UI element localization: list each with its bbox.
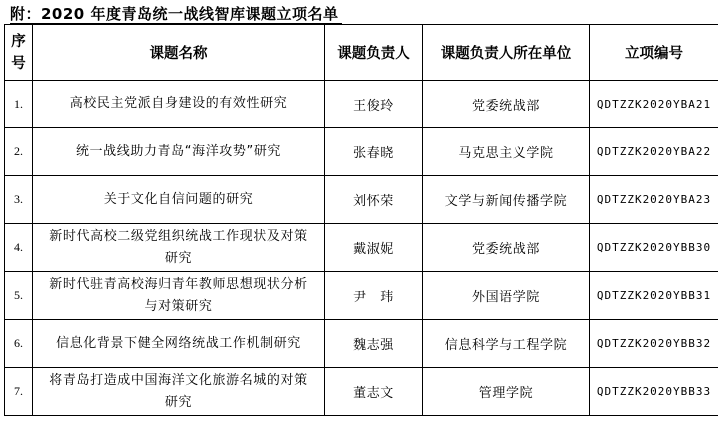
- row-unit: 信息科学与工程学院: [423, 320, 590, 368]
- table-row: [5, 368, 718, 416]
- header-row: [5, 25, 718, 81]
- header-name: 课题名称: [33, 25, 325, 81]
- row-name: 高校民主党派自身建设的有效性研究: [33, 81, 325, 128]
- row-leader: 戴淑妮: [325, 224, 423, 272]
- row-seq: 3.: [5, 176, 33, 224]
- row-seq: 2.: [5, 128, 33, 176]
- header-seq: 序号: [5, 25, 33, 81]
- row-code: QDTZZK2020YBA23: [590, 176, 718, 224]
- row-unit: 马克思主义学院: [423, 128, 590, 176]
- document-title: 附：2020 年度青岛统一战线智库课题立项名单: [10, 5, 339, 23]
- table-row: [5, 224, 718, 272]
- header-leader: 课题负责人: [325, 25, 423, 81]
- row-seq: 6.: [5, 320, 33, 368]
- row-name: 将青岛打造成中国海洋文化旅游名城的对策研究: [33, 368, 325, 416]
- row-unit: 外国语学院: [423, 272, 590, 320]
- project-table: [4, 24, 718, 416]
- row-code: QDTZZK2020YBA22: [590, 128, 718, 176]
- table-row: [5, 176, 718, 224]
- row-name: 信息化背景下健全网络统战工作机制研究: [33, 320, 325, 368]
- row-unit: 党委统战部: [423, 224, 590, 272]
- header-unit: 课题负责人所在单位: [423, 25, 590, 81]
- row-code: QDTZZK2020YBB31: [590, 272, 718, 320]
- row-name: 统一战线助力青岛“海洋攻势”研究: [33, 128, 325, 176]
- row-name: 新时代高校二级党组织统战工作现状及对策研究: [33, 224, 325, 272]
- row-code: QDTZZK2020YBB33: [590, 368, 718, 416]
- row-leader: 王俊玲: [325, 81, 423, 128]
- row-seq: 7.: [5, 368, 33, 416]
- table-row: [5, 128, 718, 176]
- row-code: QDTZZK2020YBB32: [590, 320, 718, 368]
- row-code: QDTZZK2020YBB30: [590, 224, 718, 272]
- table-row: [5, 81, 718, 128]
- row-leader: 尹 玮: [325, 272, 423, 320]
- row-unit: 党委统战部: [423, 81, 590, 128]
- row-seq: 5.: [5, 272, 33, 320]
- row-seq: 1.: [5, 81, 33, 128]
- row-name: 新时代驻青高校海归青年教师思想现状分析与对策研究: [33, 272, 325, 320]
- row-code: QDTZZK2020YBA21: [590, 81, 718, 128]
- row-unit: 管理学院: [423, 368, 590, 416]
- table-row: [5, 272, 718, 320]
- row-name: 关于文化自信问题的研究: [33, 176, 325, 224]
- row-leader: 张春晓: [325, 128, 423, 176]
- table-row: [5, 320, 718, 368]
- row-leader: 魏志强: [325, 320, 423, 368]
- header-code: 立项编号: [590, 25, 718, 81]
- row-leader: 董志文: [325, 368, 423, 416]
- row-seq: 4.: [5, 224, 33, 272]
- row-leader: 刘怀荣: [325, 176, 423, 224]
- row-unit: 文学与新闻传播学院: [423, 176, 590, 224]
